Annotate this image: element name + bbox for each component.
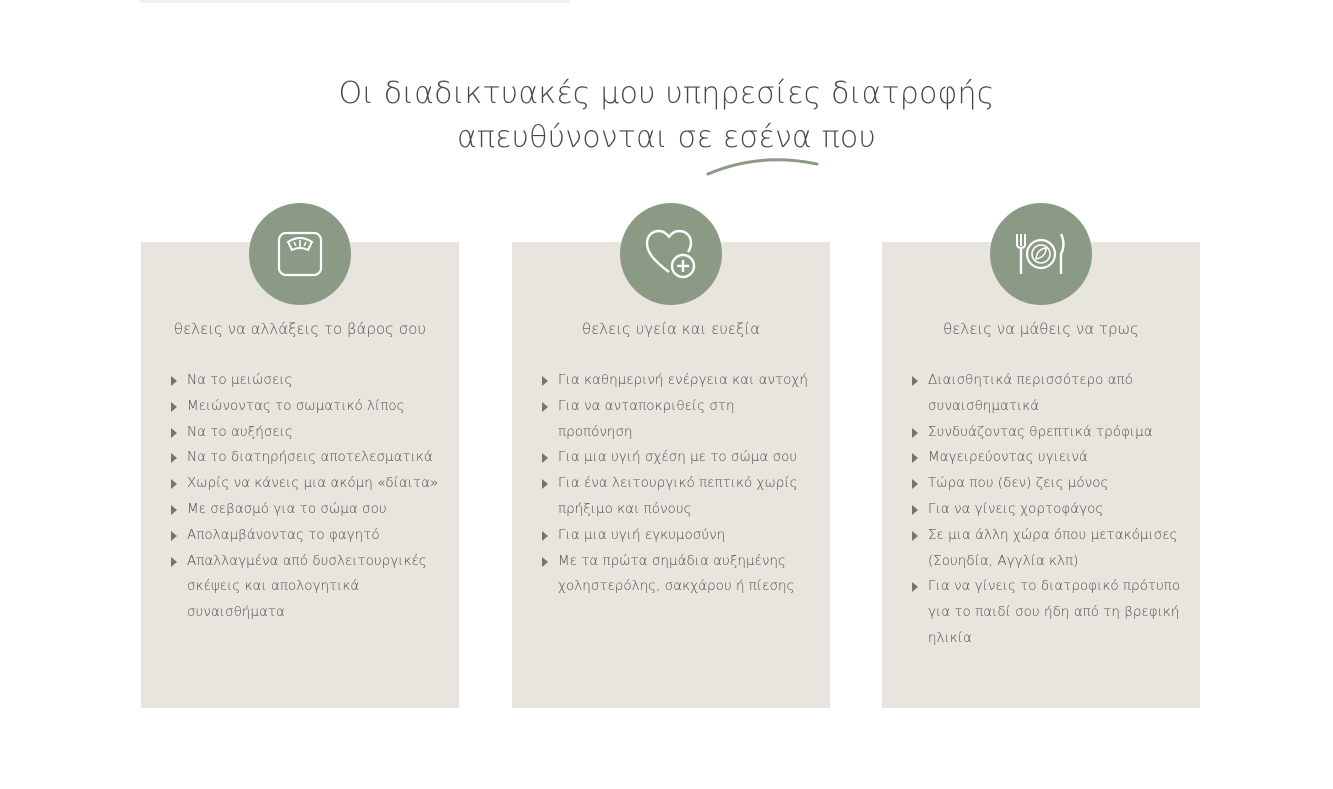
- bullet-arrow-icon: [912, 479, 918, 489]
- bullet-arrow-icon: [171, 402, 177, 412]
- card-badge: [620, 203, 722, 305]
- bullet-arrow-icon: [171, 453, 177, 463]
- list-item: Για να ανταποκριθείς στη προπόνηση: [542, 394, 812, 446]
- bullet-arrow-icon: [542, 557, 548, 567]
- section-heading: [0, 72, 1333, 160]
- bullet-list: [171, 368, 441, 626]
- list-item: Συνδυάζοντας θρεπτικά τρόφιμα: [912, 420, 1182, 446]
- list-item: Σε μια άλλη χώρα όπου μετακόμισες (Σουηδία, Αγγλία κλπ): [912, 523, 1182, 575]
- service-card-weight: [141, 242, 459, 708]
- bullet-arrow-icon: [912, 505, 918, 515]
- list-item: Απαλλαγμένα από δυσλειτουργικές σκέψεις και απολογητικά συναισθήματα: [171, 549, 441, 626]
- scale-icon: [274, 228, 326, 280]
- card-badge: [249, 203, 351, 305]
- bullet-arrow-icon: [542, 453, 548, 463]
- list-item: Για μια υγιή σχέση με το σώμα σου: [542, 445, 812, 471]
- bullet-arrow-icon: [542, 479, 548, 489]
- list-item: Να το διατηρήσεις αποτελεσματικά: [171, 445, 441, 471]
- card-title: θελεις να μάθεις να τρως: [943, 320, 1139, 338]
- underline-swoosh: [705, 150, 821, 180]
- list-item: Με σεβασμό για το σώμα σου: [171, 497, 441, 523]
- bullet-list: [912, 368, 1182, 652]
- bullet-arrow-icon: [542, 531, 548, 541]
- list-item: Απολαμβάνοντας το φαγητό: [171, 523, 441, 549]
- bullet-arrow-icon: [912, 453, 918, 463]
- list-item: Μειώνοντας το σωματικό λίπος: [171, 394, 441, 420]
- heading-line-1: Οι διαδικτυακές μου υπηρεσίες διατροφής: [338, 76, 995, 111]
- top-divider: [140, 0, 570, 3]
- bullet-arrow-icon: [171, 479, 177, 489]
- bullet-arrow-icon: [171, 531, 177, 541]
- plate-cutlery-icon: [1013, 226, 1069, 282]
- list-item: Μαγειρεύοντας υγιεινά: [912, 445, 1182, 471]
- bullet-arrow-icon: [912, 531, 918, 541]
- card-title: θελεις υγεία και ευεξία: [581, 320, 761, 338]
- bullet-arrow-icon: [912, 376, 918, 386]
- heart-plus-icon: [643, 226, 699, 282]
- list-item: Με τα πρώτα σημάδια αυξημένης χοληστερόλης, σακχάρου ή πίεσης: [542, 549, 812, 601]
- list-item: Για ένα λειτουργικό πεπτικό χωρίς πρήξιμο και πόνους: [542, 471, 812, 523]
- bullet-arrow-icon: [542, 402, 548, 412]
- heading-line-2: απευθύνονται σε εσένα που: [456, 120, 877, 155]
- list-item: Για καθημερινή ενέργεια και αντοχή: [542, 368, 812, 394]
- bullet-arrow-icon: [171, 376, 177, 386]
- bullet-list: [542, 368, 812, 600]
- service-card-health: [512, 242, 830, 708]
- bullet-arrow-icon: [171, 557, 177, 567]
- bullet-arrow-icon: [912, 428, 918, 438]
- bullet-arrow-icon: [542, 376, 548, 386]
- bullet-arrow-icon: [171, 505, 177, 515]
- list-item: Για μια υγιή εγκυμοσύνη: [542, 523, 812, 549]
- service-card-eating: [882, 242, 1200, 708]
- list-item: Χωρίς να κάνεις μια ακόμη «δίαιτα»: [171, 471, 441, 497]
- list-item: Για να γίνεις χορτοφάγος: [912, 497, 1182, 523]
- card-title: θελεις να αλλάξεις το βάρος σου: [173, 320, 427, 338]
- bullet-arrow-icon: [912, 582, 918, 592]
- list-item: Διαισθητικά περισσότερο από συναισθηματικά: [912, 368, 1182, 420]
- list-item: Για να γίνεις το διατροφικό πρότυπο για το παιδί σου ήδη από τη βρεφική ηλικία: [912, 574, 1182, 651]
- list-item: Να το μειώσεις: [171, 368, 441, 394]
- list-item: Να το αυξήσεις: [171, 420, 441, 446]
- bullet-arrow-icon: [171, 428, 177, 438]
- card-badge: [990, 203, 1092, 305]
- list-item: Τώρα που (δεν) ζεις μόνος: [912, 471, 1182, 497]
